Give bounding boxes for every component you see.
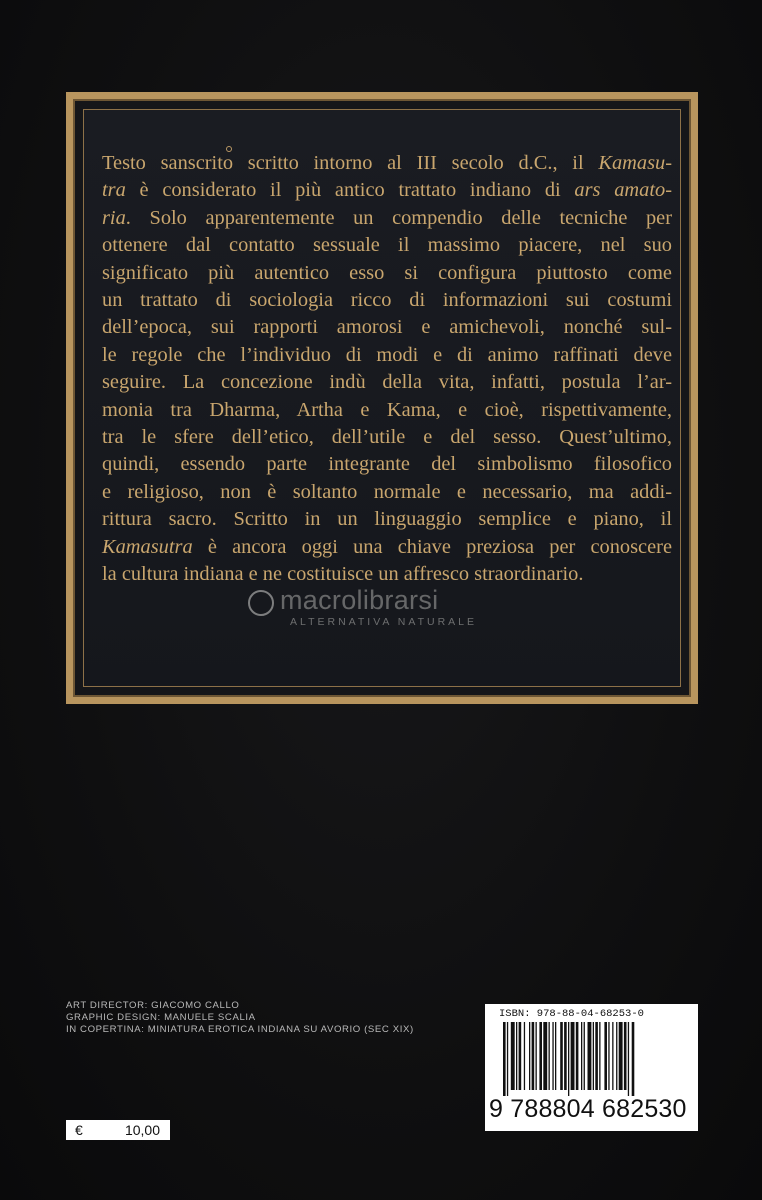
text-run: le regole che l’individuo di modi e di animo raffinati deve [102,343,672,366]
text-run: e religioso, non è soltanto normale e necessario, ma addi- [102,480,672,503]
credit-art-director: ART DIRECTOR: GIACOMO CALLO [66,1000,240,1011]
italic-term: ria [102,206,126,229]
blurb-line [102,479,672,506]
currency-symbol: € [75,1122,83,1138]
blurb-line [102,534,672,561]
text-run: un trattato di sociologia ricco di informazioni sui costumi [102,289,672,312]
blurb-line [102,287,672,314]
blurb-line [102,314,672,341]
blurb-line [102,205,672,232]
text-run: ottenere dal contatto sessuale il massimo piacere, nel suo [102,234,672,257]
blurb-line [102,177,672,204]
blurb-line [102,342,672,369]
blurb-line [102,232,672,259]
text-run: seguire. La concezione indù della vita, infatti, postula l’ar- [102,371,672,394]
blurb-line [102,369,672,396]
text-run: dell’epoca, sui rapporti amorosi e amichevoli, nonché sul- [102,316,672,339]
barcode-icon [503,1022,683,1096]
watermark-tagline: ALTERNATIVA NATURALE [290,616,477,628]
isbn-label: ISBN: 978-88-04-68253-0 [499,1008,644,1020]
blurb-line [102,506,672,533]
text-run: monia tra Dharma, Artha e Kama, e cioè, rispettivamente, [102,398,672,421]
italic-term: tra [102,179,126,202]
blurb-line [102,561,672,588]
italic-term: ars amato- [574,179,672,202]
text-run: significato più autentico esso si configura piuttosto come [102,261,672,284]
price-amount: 10,00 [124,1122,160,1138]
price-tag [66,1120,170,1140]
credits [66,1000,414,1036]
text-run: . Solo apparentemente un compendio delle tecniche per [125,206,672,229]
text-run: è considerato il più antico trattato indiano di [125,179,575,202]
barcode-box [485,1004,698,1131]
text-run: è ancora oggi una chiave preziosa per conoscere [192,535,672,558]
watermark-name: macrolibrarsi [280,585,439,615]
blurb-text [102,150,672,589]
text-run: rittura sacro. Scritto in un linguaggio semplice e piano, il [102,508,672,531]
barcode-number: 9 788804 682530 [489,1095,687,1123]
text-run: tra le sfere dell’etico, dell’utile e del sesso. Quest’ultimo, [102,426,672,449]
blurb-line [102,451,672,478]
credit-cover: IN COPERTINA: MINIATURA EROTICA INDIANA SU AVORIO (SEC XIX) [66,1024,414,1035]
text-run: Testo sanscrito scritto intorno al III secolo d.C., il [102,152,599,174]
italic-term: Kamasu- [598,152,672,174]
blurb-line [102,260,672,287]
blurb-line [102,424,672,451]
text-run: quindi, essendo parte integrante del simbolismo filosofico [102,453,672,476]
blurb-line [102,150,672,177]
italic-term: Kamasutra [102,535,193,558]
text-run: la cultura indiana e ne costituisce un affresco straordinario. [102,563,584,586]
blurb-line [102,397,672,424]
credit-graphic-design: GRAPHIC DESIGN: MANUELE SCALIA [66,1012,256,1023]
